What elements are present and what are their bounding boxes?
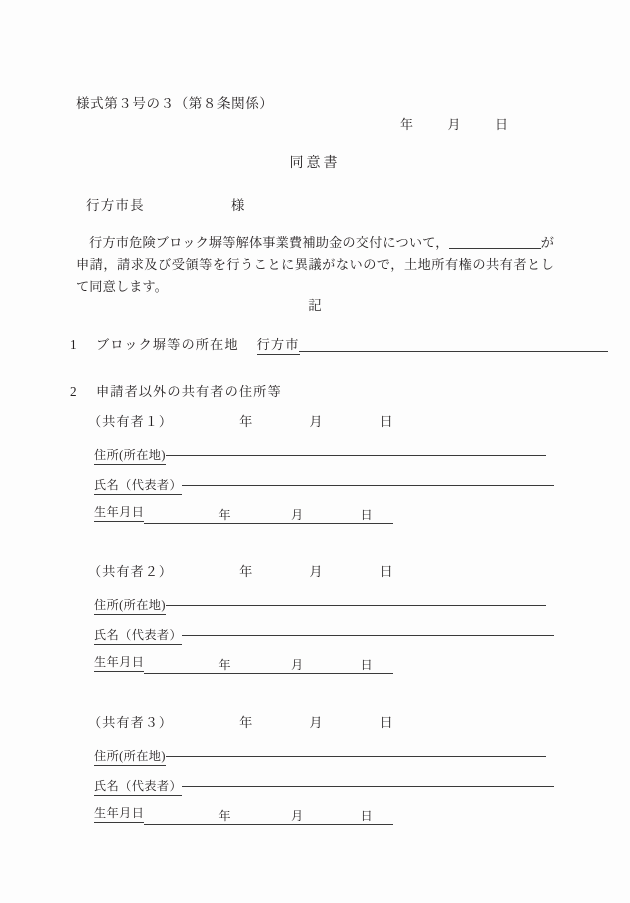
coowner-3-dob-year-label: 年 <box>218 809 231 823</box>
coowner-1-name-field <box>94 473 554 495</box>
coowner-1-day-label: 日 <box>379 414 394 429</box>
coowner-3-day-label: 日 <box>379 715 394 730</box>
coowner-1-dob-input[interactable] <box>144 506 393 524</box>
coowner-2-address-label: 住所(所在地) <box>94 596 166 615</box>
coowner-2-name-field <box>94 623 554 645</box>
coowner-1-address-field <box>94 443 546 465</box>
coowner-3-name-field <box>94 774 554 796</box>
coowner-2-heading-row <box>88 561 394 580</box>
coowner-1-name-label: 氏名（代表者） <box>94 476 182 495</box>
coowner-2-address-input[interactable] <box>166 593 546 606</box>
addressee-name: 行方市長 <box>86 198 145 213</box>
date-day-label: 日 <box>495 117 509 132</box>
coowner-3-address-input[interactable] <box>166 744 546 757</box>
coowner-2-day-label: 日 <box>379 564 394 579</box>
coowner-1-address-input[interactable] <box>166 443 546 456</box>
coowner-1-dob-month-label: 月 <box>290 508 304 522</box>
coowner-3-address-field <box>94 744 546 766</box>
item-1-location-input[interactable] <box>299 351 608 352</box>
coowner-2-dob-field <box>94 653 393 674</box>
coowner-3-dob-input[interactable] <box>144 807 393 825</box>
coowner-2-month-label: 月 <box>309 564 324 579</box>
coowner-1-dob-field <box>94 503 393 524</box>
item-2-number: 2 <box>70 384 78 399</box>
coowner-1-address-label: 住所(所在地) <box>94 446 166 465</box>
coowner-3-month-label: 月 <box>309 715 324 730</box>
coowner-3-name-input[interactable] <box>182 774 554 787</box>
coowner-3-heading: （共有者３） <box>88 715 174 730</box>
coowner-1-dob-year-label: 年 <box>218 508 231 522</box>
coowner-1-month-label: 月 <box>309 414 324 429</box>
coowner-1-year-label: 年 <box>239 414 254 429</box>
document-date-line <box>400 114 509 133</box>
coowner-2-name-label: 氏名（代表者） <box>94 626 182 645</box>
body-paragraph <box>76 232 554 298</box>
item-1-label: ブロック塀等の所在地 <box>96 337 239 352</box>
date-month-label: 月 <box>447 117 462 132</box>
coowner-2-address-field <box>94 593 546 615</box>
coowner-2-dob-input[interactable] <box>144 656 393 674</box>
coowner-2-dob-month-label: 月 <box>290 658 304 672</box>
coowner-1-dob-label: 生年月日 <box>94 503 144 522</box>
item-1-number: 1 <box>70 337 78 352</box>
coowner-1-heading-row <box>88 411 394 430</box>
coowner-3-year-label: 年 <box>239 715 254 730</box>
applicant-name-blank[interactable] <box>449 248 541 249</box>
coowner-3-dob-label: 生年月日 <box>94 804 144 823</box>
coowner-3-dob-field <box>94 804 393 825</box>
date-year-label: 年 <box>400 117 414 132</box>
item-2-coowners <box>70 381 282 400</box>
coowner-3-heading-row <box>88 712 394 731</box>
coowner-3-dob-day-label: 日 <box>360 809 374 823</box>
coowner-2-dob-year-label: 年 <box>218 658 231 672</box>
body-text-before-blank: 行方市危険ブロック塀等解体事業費補助金の交付について， <box>89 235 449 250</box>
item-1-location <box>70 334 608 355</box>
coowner-3-name-label: 氏名（代表者） <box>94 777 182 796</box>
coowner-2-dob-day-label: 日 <box>360 658 374 672</box>
addressee-honorific: 様 <box>230 198 246 213</box>
coowner-2-dob-label: 生年月日 <box>94 653 144 672</box>
coowner-1-dob-day-label: 日 <box>360 508 374 522</box>
coowner-3-dob-month-label: 月 <box>290 809 304 823</box>
coowner-2-year-label: 年 <box>239 564 254 579</box>
form-number: 様式第３号の３（第８条関係） <box>76 96 274 111</box>
body-text-after-blank: が申請，請求及び受領等を行うことに異議がないので，土地所有権の共有者として同意します。 <box>76 235 555 294</box>
coowner-1-heading: （共有者１） <box>88 414 174 429</box>
ki-marker: 記 <box>308 298 322 313</box>
coowner-3-address-label: 住所(所在地) <box>94 747 166 766</box>
coowner-1-name-input[interactable] <box>182 473 554 486</box>
item-2-label: 申請者以外の共有者の住所等 <box>96 384 282 399</box>
document-title: 同意書 <box>289 156 341 171</box>
coowner-2-heading: （共有者２） <box>88 564 174 579</box>
coowner-2-name-input[interactable] <box>182 623 554 636</box>
addressee <box>86 194 246 214</box>
item-1-city-prefix: 行方市 <box>257 334 300 355</box>
